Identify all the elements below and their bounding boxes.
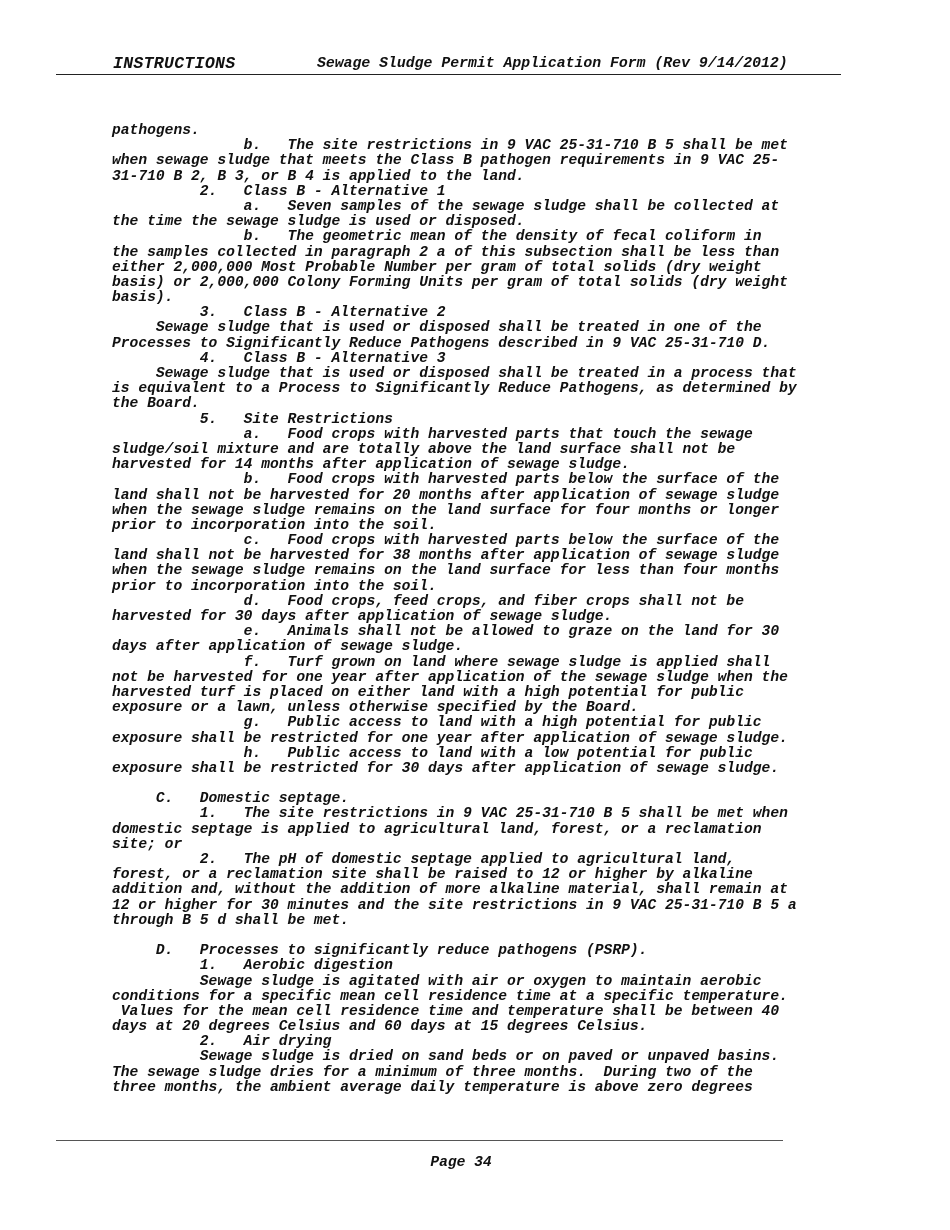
text-line: c. Food crops with harvested parts below the surface of the bbox=[112, 533, 780, 550]
text-line: when the sewage sludge remains on the land surface for four months or longer bbox=[112, 502, 780, 519]
text-line: prior to incorporation into the soil. bbox=[112, 517, 437, 534]
text-line: addition and, without the addition of more alkaline material, shall remain at bbox=[112, 882, 788, 899]
text-line: Sewage sludge that is used or disposed shall be treated in one of the bbox=[112, 320, 762, 337]
text-line: harvested turf is placed on either land with a high potential for public bbox=[112, 684, 744, 701]
text-line: either 2,000,000 Most Probable Number per gram of total solids (dry weight bbox=[112, 259, 762, 276]
text-line: 4. Class B - Alternative 3 bbox=[112, 350, 446, 367]
text-line: exposure shall be restricted for 30 days after application of sewage sludge. bbox=[112, 760, 780, 777]
text-line: basis). bbox=[112, 290, 174, 307]
text-line: exposure or a lawn, unless otherwise specified by the Board. bbox=[112, 700, 639, 717]
text-line: b. The geometric mean of the density of fecal coliform in bbox=[112, 229, 762, 246]
text-line: 1. Aerobic digestion bbox=[112, 958, 393, 975]
header-form-title: Sewage Sludge Permit Application Form (Rev 9/14/2012) bbox=[317, 56, 788, 72]
text-line: harvested for 30 days after application of sewage sludge. bbox=[112, 609, 613, 625]
footer-divider bbox=[56, 1140, 783, 1141]
text-line: when the sewage sludge remains on the land surface for less than four months bbox=[112, 563, 780, 580]
text-line: three months, the ambient average daily temperature is above zero degrees bbox=[112, 1079, 753, 1096]
text-line: a. Seven samples of the sewage sludge shall be collected at bbox=[112, 198, 780, 215]
text-line: exposure shall be restricted for one year after application of sewage sludge. bbox=[112, 730, 788, 747]
text-line: g. Public access to land with a high potential for public bbox=[112, 715, 762, 732]
text-line: f. Turf grown on land where sewage sludge is applied shall bbox=[112, 654, 771, 671]
text-line: e. Animals shall not be allowed to graze on the land for 30 bbox=[112, 624, 780, 641]
text-line: 2. Class B - Alternative 1 bbox=[112, 183, 446, 200]
text-line: a. Food crops with harvested parts that touch the sewage bbox=[112, 426, 753, 443]
header-section-title: INSTRUCTIONS bbox=[113, 54, 236, 73]
text-line: domestic septage is applied to agricultural land, forest, or a reclamation bbox=[112, 821, 762, 838]
text-line: the samples collected in paragraph 2 a of this subsection shall be less than bbox=[112, 244, 780, 261]
paragraph-gap bbox=[112, 929, 852, 944]
text-line: 1. The site restrictions in 9 VAC 25-31-710 B 5 shall be met when bbox=[112, 806, 788, 823]
text-line: forest, or a reclamation site shall be raised to 12 or higher by alkaline bbox=[112, 867, 753, 884]
text-line: b. Food crops with harvested parts below the surface of the bbox=[112, 472, 780, 489]
text-line: land shall not be harvested for 38 months after application of sewage sludge bbox=[112, 548, 780, 565]
text-line: 31-710 B 2, B 3, or B 4 is applied to the land. bbox=[112, 168, 525, 185]
page-header bbox=[113, 54, 833, 74]
document-body bbox=[112, 124, 852, 1096]
text-line: not be harvested for one year after application of the sewage sludge when the bbox=[112, 669, 788, 686]
text-line: D. Processes to significantly reduce pathogens (PSRP). bbox=[112, 943, 648, 960]
text-line: sludge/soil mixture and are totally above the land surface shall not be bbox=[112, 441, 736, 458]
text-line: 2. Air drying bbox=[112, 1034, 332, 1051]
text-line: days after application of sewage sludge. bbox=[112, 639, 464, 656]
text-line: 12 or higher for 30 minutes and the site restrictions in 9 VAC 25-31-710 B 5 a bbox=[112, 897, 797, 914]
text-line: 3. Class B - Alternative 2 bbox=[112, 305, 446, 322]
text-line: the time the sewage sludge is used or disposed. bbox=[112, 214, 525, 231]
text-line: when sewage sludge that meets the Class B pathogen requirements in 9 VAC 25- bbox=[112, 153, 780, 170]
text-line: days at 20 degrees Celsius and 60 days at 15 degrees Celsius. bbox=[112, 1019, 648, 1036]
text-line: C. Domestic septage. bbox=[112, 791, 349, 808]
text-line: basis) or 2,000,000 Colony Forming Units per gram of total solids (dry weight bbox=[112, 274, 788, 291]
text-line: through B 5 d shall be met. bbox=[112, 912, 349, 929]
text-line: b. The site restrictions in 9 VAC 25-31-710 B 5 shall be met bbox=[112, 138, 788, 155]
paragraph-gap bbox=[112, 777, 852, 792]
text-line: 2. The pH of domestic septage applied to agricultural land, bbox=[112, 852, 736, 868]
text-line: conditions for a specific mean cell residence time at a specific temperature. bbox=[112, 988, 788, 1005]
text-line: Sewage sludge is agitated with air or oxygen to maintain aerobic bbox=[112, 973, 762, 990]
text-line: harvested for 14 months after application of sewage sludge. bbox=[112, 457, 630, 474]
text-line: Values for the mean cell residence time and temperature shall be between 40 bbox=[112, 1003, 780, 1020]
text-line: site; or bbox=[112, 836, 183, 853]
header-divider bbox=[56, 74, 841, 75]
text-line: is equivalent to a Process to Significantly Reduce Pathogens, as determined by bbox=[112, 381, 797, 398]
text-line: Processes to Significantly Reduce Pathogens described in 9 VAC 25-31-710 D. bbox=[112, 335, 771, 352]
text-line: land shall not be harvested for 20 months after application of sewage sludge bbox=[112, 487, 780, 504]
text-line: pathogens. bbox=[112, 123, 200, 139]
page-number: Page 34 bbox=[430, 1155, 492, 1171]
text-line: prior to incorporation into the soil. bbox=[112, 578, 437, 595]
text-line: d. Food crops, feed crops, and fiber crops shall not be bbox=[112, 593, 744, 610]
text-line: Sewage sludge that is used or disposed shall be treated in a process that bbox=[112, 366, 797, 382]
text-line: Sewage sludge is dried on sand beds or on paved or unpaved basins. bbox=[112, 1049, 780, 1066]
text-line: h. Public access to land with a low potential for public bbox=[112, 745, 753, 762]
text-line: 5. Site Restrictions bbox=[112, 411, 393, 428]
text-line: The sewage sludge dries for a minimum of three months. During two of the bbox=[112, 1064, 753, 1081]
text-line: the Board. bbox=[112, 396, 200, 413]
